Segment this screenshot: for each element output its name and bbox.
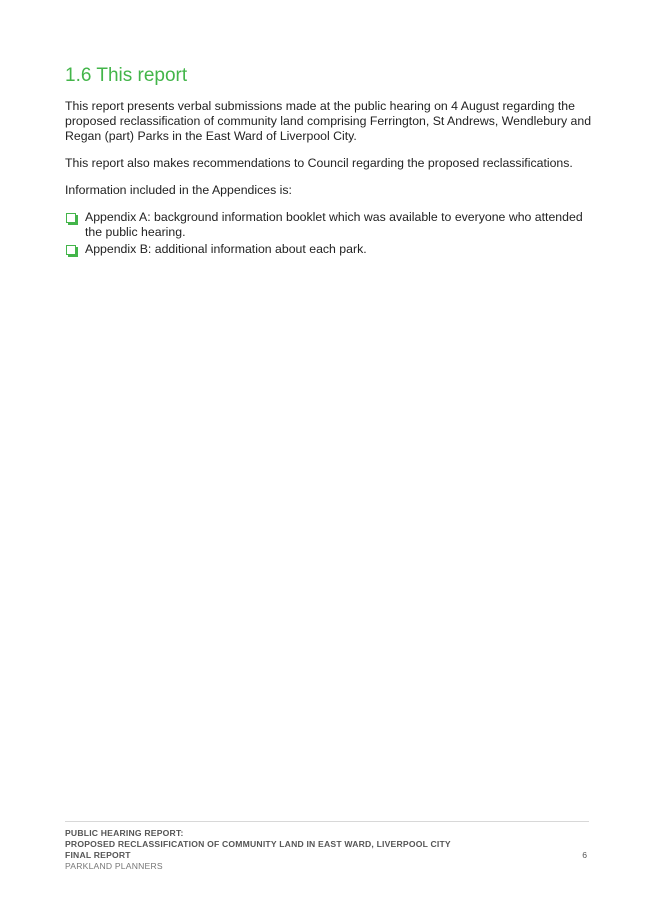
footer-report-type: PUBLIC HEARING REPORT: [65,828,184,838]
footer-divider [65,821,589,822]
list-item [65,210,593,240]
footer-report-status: FINAL REPORT [65,850,131,860]
list-item [65,242,593,257]
square-bullet-icon [66,213,76,223]
section-heading: 1.6 This report [65,65,188,86]
list-item-text: Appendix A: background information booklet which was available to everyone who attended the public hearing. [85,210,583,239]
list-item-text: Appendix B: additional information about each park. [85,242,367,256]
square-bullet-icon [66,245,76,255]
intro-paragraph: This report presents verbal submissions made at the public hearing on 4 August regarding the proposed reclassification of community land comprising Ferrington, St Andrews, Wendlebury and Regan (part) Parks in the East Ward of Liverpool City. [65,99,592,143]
page-number: 6 [582,850,587,860]
footer-author: PARKLAND PLANNERS [65,861,163,871]
appendix-list [65,210,593,259]
page-footer [65,828,589,872]
footer-report-title: PROPOSED RECLASSIFICATION OF COMMUNITY LAND IN EAST WARD, LIVERPOOL CITY [65,839,451,849]
recommendations-paragraph: This report also makes recommendations to Council regarding the proposed reclassifications. [65,156,573,170]
appendices-intro-paragraph: Information included in the Appendices is: [65,183,292,197]
